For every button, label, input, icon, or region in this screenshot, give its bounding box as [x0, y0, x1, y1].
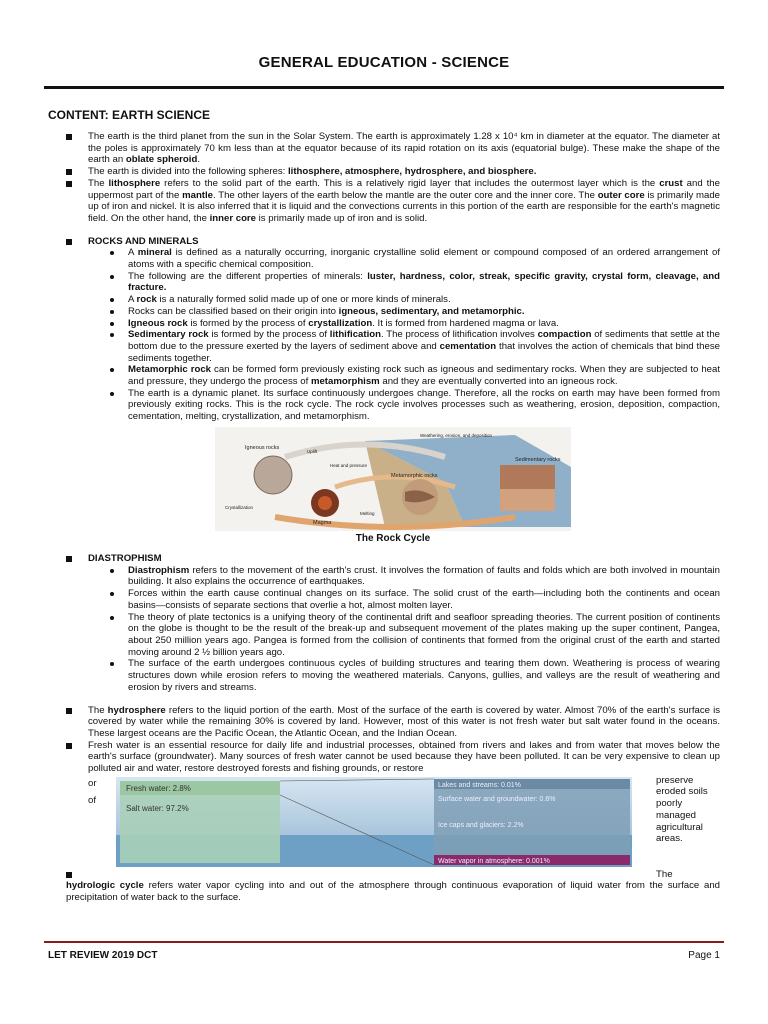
text-run: Forces within the earth cause continual changes on its surface. The solid crust of the earth—including both the continents and ocean basins—consists of separate sections that overlie a hot, almost molten layer.: [128, 588, 720, 611]
text-run: . The process of lithification involves: [380, 329, 538, 341]
footer-left: LET REVIEW 2019 DCT: [48, 950, 158, 961]
wrap-left-text: [88, 775, 110, 810]
bullet-text: [128, 565, 720, 588]
text-run: The surface of the earth undergoes continuous cycles of building structures and tearing them down. Weathering is process of wearing structures down while erosion refers to moving the weathered materials. Canyons, gullies, and valleys are the result of weathering and erosion by rivers and streams.: [128, 658, 720, 693]
text-run: The following are the different properties of minerals:: [128, 270, 368, 282]
surface-ground-label: Surface water and groundwater: 0.6%: [438, 795, 556, 803]
bullet-text: [128, 588, 720, 611]
magma-label: Magma: [313, 519, 332, 526]
round-bullet-icon: [110, 310, 114, 314]
text-run: is defined as a naturally occurring, inorganic crystalline solid element or compound composed of an ordered arrangement of atoms with a specific chemical composition.: [128, 247, 720, 271]
text-run: Fresh water is an essential resource for daily life and industrial processes, obtained from rivers and lakes and from water that moves below the earth's surface (groundwater). Many sources of fresh water cannot be used because they have been polluted. It can be very expensive to clean up polluted air and water, restore destroyed forests and fishing grounds, or restore: [88, 739, 720, 775]
text-run: refers to the liquid portion of the earth. Most of the surface of the earth is covered by water. Almost 70% of the earth's surface is covered by water while the remaining 30% is covered by land. However, most of this water is not fresh water but salt water found in the oceans. These largest oceans are the Pacific Ocean, the Atlantic Ocean, and the Indian Ocean.: [88, 704, 721, 739]
rock-cycle-caption: The Rock Cycle: [355, 532, 431, 544]
text-run: refers to the solid part of the earth. This is a relatively rigid layer that includes the outermost layer which is the: [160, 177, 660, 189]
uplift-label: Uplift: [307, 448, 318, 454]
text-run: is formed by the process of: [187, 317, 309, 329]
square-bullet-icon: [66, 134, 72, 140]
bold-term: rock: [136, 294, 157, 306]
bullet-text: [128, 658, 720, 693]
diastrophism-list: [66, 565, 720, 694]
melting-label: Melting: [360, 510, 375, 516]
text-run: A: [128, 247, 138, 259]
round-bullet-icon: [110, 368, 114, 372]
text-run: is primarily made up of iron and nickel. It is also inferred that it is liquid and the convections currents in this portion of the earth are responsible for the earth's magnetic field. On the other hand, the: [88, 189, 721, 224]
bullet-item: [66, 705, 720, 740]
wrap-left-1: or: [88, 777, 97, 789]
bold-term: hydrologic cycle: [66, 880, 144, 892]
square-bullet-icon: [66, 239, 72, 245]
bullet-text: [88, 131, 720, 166]
round-bullet-icon: [110, 569, 114, 573]
text-run: refers water vapor cycling into and out of the atmosphere through continuous evaporation of liquid water from the surface and precipitation of water back to the surface.: [66, 880, 720, 904]
bold-term: oblate spheroid: [125, 154, 198, 166]
sub-bullet-item: [110, 612, 720, 659]
bullet-text: [128, 271, 720, 294]
heat-pressure-label: Heat and pressure: [330, 462, 368, 468]
round-bullet-icon: [110, 662, 114, 666]
sub-bullet-item: [110, 588, 720, 611]
final-bullet-right-word: The: [656, 868, 673, 880]
square-bullet-icon: [66, 556, 72, 562]
vapor-label: Water vapor in atmosphere: 0.001%: [438, 857, 550, 865]
water-figure-row: [88, 775, 720, 869]
rocks-heading: ROCKS AND MINERALS: [88, 235, 199, 247]
footer-rule: [44, 941, 724, 943]
text-run: and they are eventually converted into an igneous rock.: [379, 376, 618, 388]
bold-term: mineral: [137, 247, 172, 259]
bullet-text: [88, 740, 720, 775]
text-run: The: [88, 177, 109, 189]
bullet-text: [88, 178, 720, 225]
lakes-label: Lakes and streams: 0.01%: [438, 781, 521, 789]
bold-term: Igneous rock: [128, 317, 188, 329]
text-run: refers to the movement of the earth's crust. It involves the formation of faults and folds which are both involved in mountain building. It also explains the occurrence of earthquakes.: [128, 564, 720, 588]
text-run: . It is formed from hardened magma or lava.: [372, 317, 559, 329]
text-run: Rocks can be classified based on their origin into: [128, 305, 339, 317]
bullet-item: [66, 740, 720, 775]
square-bullet-icon: [66, 872, 72, 878]
water-distribution-figure: [116, 777, 632, 867]
hydrologic-cycle-text: [66, 880, 720, 903]
text-run: is a naturally formed solid made up of one or more kinds of minerals.: [156, 294, 451, 306]
content-heading: CONTENT: EARTH SCIENCE: [48, 108, 211, 122]
bold-term: inner core: [209, 212, 256, 224]
round-bullet-icon: [110, 322, 114, 326]
sedimentary-label: Sedimentary rocks: [515, 456, 561, 463]
rock-cycle-figure: [66, 427, 720, 531]
bullet-item: [66, 166, 720, 178]
text-run: can be formed form previously existing rock such as igneous and sedimentary rocks. When they are subjected to heat and pressure, they undergo the process of: [128, 364, 721, 388]
salt-water-label: Salt water: 97.2%: [126, 803, 189, 813]
bold-term: lithosphere: [108, 177, 161, 189]
bullet-text: [128, 329, 720, 364]
square-bullet-icon: [66, 743, 72, 749]
rock-cycle-diagram: [215, 427, 571, 531]
metamorphic-label: Metamorphic rocks: [391, 472, 438, 479]
bold-term: lithification: [329, 329, 381, 341]
bold-term: Metamorphic rock: [128, 364, 211, 376]
bullet-text: [88, 166, 720, 178]
text-run: The: [88, 704, 108, 716]
bold-term: lithosphere, atmosphere, hydrosphere, and biosphere.: [287, 166, 537, 178]
rocks-list: [66, 247, 720, 423]
bold-term: mantle: [182, 189, 214, 201]
header-rule: [44, 86, 724, 89]
round-bullet-icon: [110, 333, 114, 337]
bold-term: luster, hardness, color, streak, specific gravity, crystal form, cleavage, and fracture.: [128, 270, 720, 294]
text-run: . The other layers of the earth below the mantle are the outer core and the inner core. The: [213, 189, 598, 201]
igneous-label: Igneous rocks: [245, 444, 280, 451]
round-bullet-icon: [110, 275, 114, 279]
rocks-section-heading: [66, 236, 720, 248]
sub-bullet-item: [110, 271, 720, 294]
bold-term: crystallization: [308, 317, 373, 329]
bullet-text: [128, 612, 720, 659]
diastrophism-heading: DIASTROPHISM: [88, 553, 162, 565]
text-run: A: [128, 294, 137, 306]
round-bullet-icon: [110, 592, 114, 596]
bold-term: compaction: [537, 329, 592, 341]
sub-bullet-item: [110, 306, 720, 318]
bold-term: crust: [659, 177, 683, 189]
sub-bullet-item: [110, 565, 720, 588]
hydro-list: [66, 705, 720, 775]
text-run: that involves the action of chemicals that bind these sediments together.: [128, 340, 720, 364]
text-run: is primarily made up of iron and is solid.: [256, 212, 428, 224]
sub-bullet-item: [110, 247, 720, 270]
text-run: .: [197, 154, 200, 166]
square-bullet-icon: [66, 169, 72, 175]
ice-label: Ice caps and glaciers: 2.2%: [438, 821, 524, 829]
bullet-text: [128, 364, 720, 387]
bullet-text: [128, 247, 720, 270]
sub-bullet-item: [110, 318, 720, 330]
wrap-left-2: of: [88, 795, 97, 807]
bullet-item: [66, 131, 720, 166]
bold-term: Sedimentary rock: [128, 329, 209, 341]
bold-term: igneous, sedimentary, and metamorphic.: [338, 305, 525, 317]
bullet-text: [128, 306, 720, 318]
final-bullet-spacer: [88, 869, 656, 881]
text-run: and the uppermost part of the: [88, 177, 720, 201]
text-run: The theory of plate tectonics is a unifying theory of the continental drift and seafloor spreading theories. The current position of continents on the globe is thought to be the result of the break-up and subsequent movement of the plates making up the super continent, Pangea, about 250 million years ago. Pangea is formed from the collision of continents that formed from the original crust of the earth and started moving around 2 ½ billion years ago.: [128, 611, 720, 658]
crystallization-label: Crystallization: [225, 504, 254, 510]
text-run: The earth is a dynamic planet. Its surface continuously undergoes change. Therefore, all the rocks on earth may have been formed from previously exiting rocks. This is the rock cycle. The rock cycle involves processes such as weathering, erosion, deposition, compaction, cementation, melting, crystallization, and metamorphism.: [128, 387, 720, 423]
weathering-label: Weathering, erosion, and deposition: [420, 432, 492, 438]
bullet-text: [128, 388, 720, 423]
round-bullet-icon: [110, 392, 114, 396]
round-bullet-icon: [110, 616, 114, 620]
sub-bullet-item: [110, 658, 720, 693]
wrap-right-text: preserve eroded soils poorly managed agricultural areas.: [656, 774, 708, 845]
text-run: The earth is divided into the following spheres:: [88, 166, 288, 178]
sub-bullet-item: [110, 364, 720, 387]
bold-term: Diastrophism: [128, 564, 190, 576]
document-body: [66, 131, 720, 904]
bullet-text: [128, 294, 720, 306]
round-bullet-icon: [110, 298, 114, 302]
bullet-text: [88, 705, 720, 740]
diastrophism-section-heading: [66, 553, 720, 565]
square-bullet-icon: [66, 708, 72, 714]
bold-term: outer core: [597, 189, 645, 201]
sub-bullet-item: [110, 329, 720, 364]
text-run: The earth is the third planet from the sun in the Solar System. The earth is approximately 1.28 x 10⁴ km in diameter at the equator. The diameter at the poles is approximately 70 km less than at the equator because of its rapid rotation on its axis (equatorial bulge). These make the shape of the earth an: [88, 131, 720, 166]
text-run: is formed by the process of: [208, 329, 330, 341]
intro-list: [66, 131, 720, 225]
sub-bullet-item: [110, 388, 720, 423]
text-run: of sediments that settle at the bottom due to the pressure exerted by the layers of sediment above and: [128, 329, 720, 352]
bold-term: metamorphism: [310, 376, 380, 388]
bullet-item: [66, 178, 720, 225]
bullet-text: [128, 318, 720, 330]
sub-bullet-item: [110, 294, 720, 306]
bold-term: hydrosphere: [107, 704, 166, 716]
page-title: GENERAL EDUCATION - SCIENCE: [258, 54, 510, 71]
fresh-water-label: Fresh water: 2.8%: [126, 783, 191, 793]
page-number: Page 1: [688, 950, 720, 961]
final-bullet: [66, 869, 720, 881]
round-bullet-icon: [110, 251, 114, 255]
square-bullet-icon: [66, 181, 72, 187]
bold-term: cementation: [439, 340, 497, 352]
